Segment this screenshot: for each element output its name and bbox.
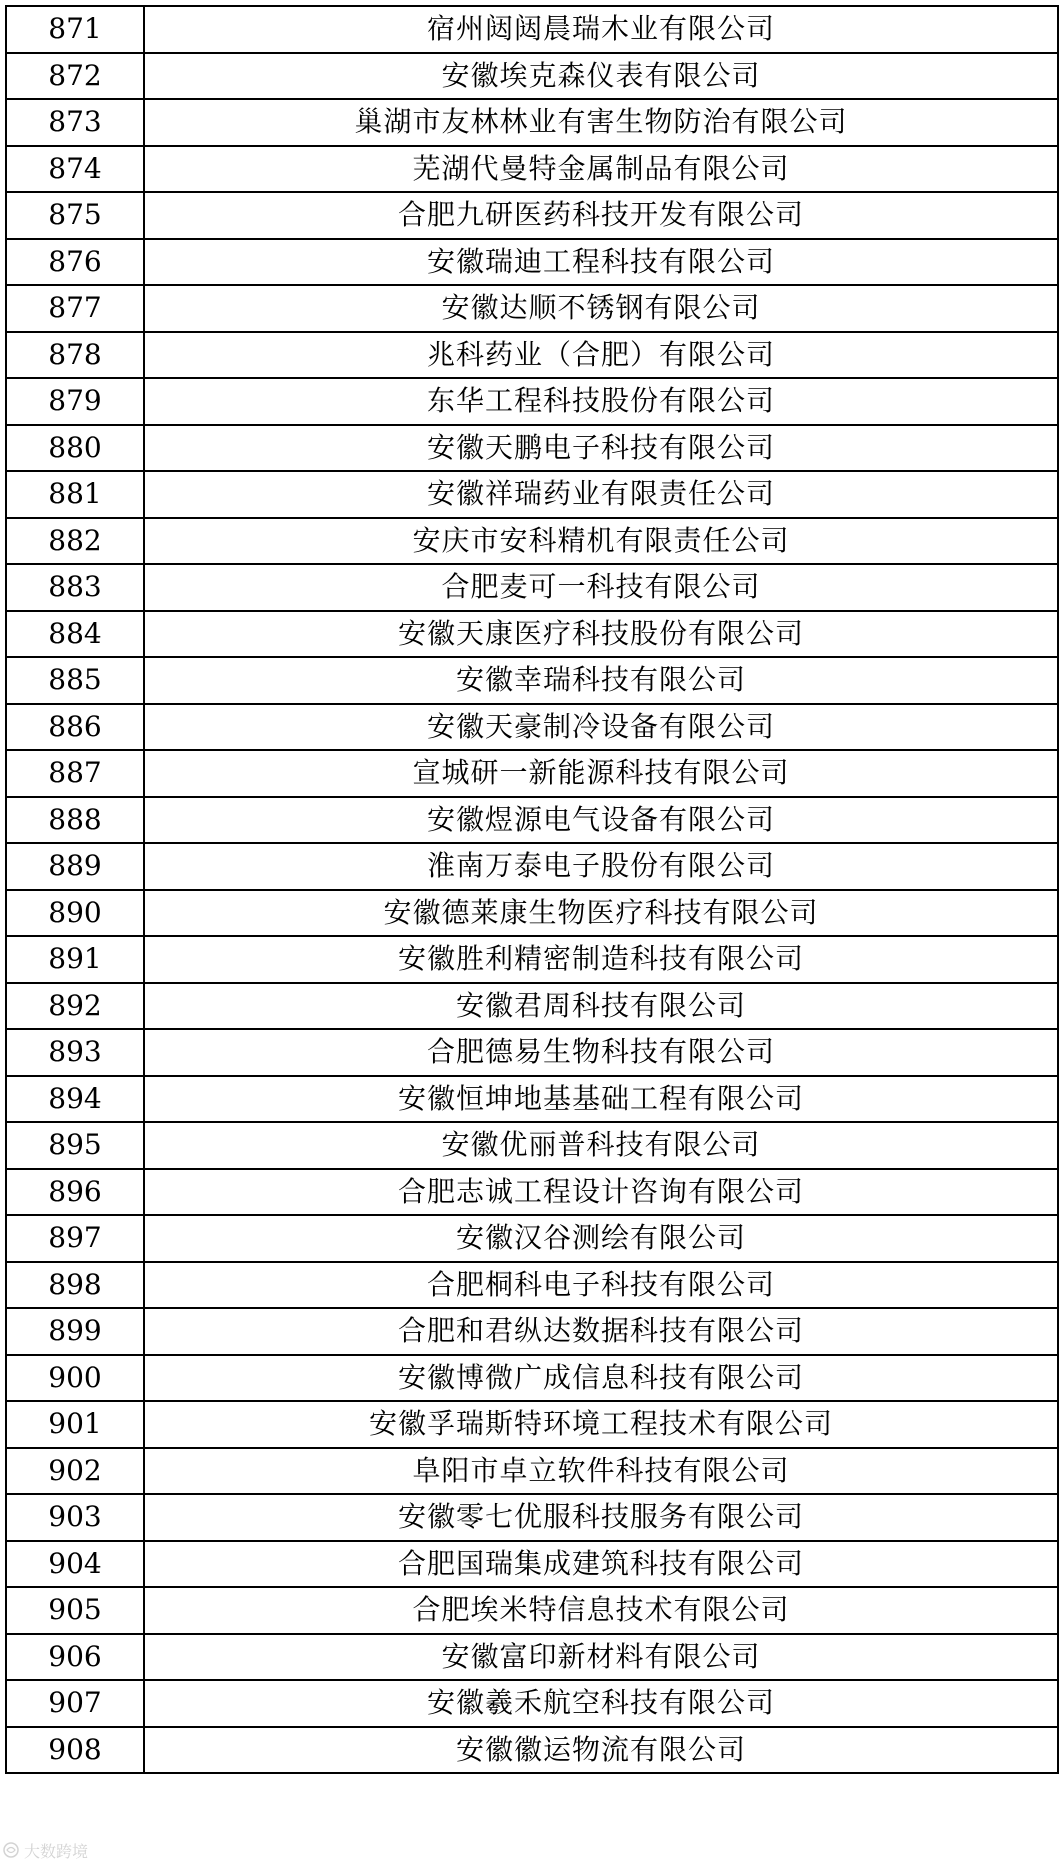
row-number-cell: 874 bbox=[6, 146, 144, 193]
row-number-cell: 889 bbox=[6, 843, 144, 890]
row-number-cell: 884 bbox=[6, 611, 144, 658]
row-number-cell: 873 bbox=[6, 99, 144, 146]
table-row bbox=[6, 332, 1058, 379]
company-name-cell: 东华工程科技股份有限公司 bbox=[144, 378, 1058, 425]
row-number-cell: 875 bbox=[6, 192, 144, 239]
table-row bbox=[6, 890, 1058, 937]
table-row bbox=[6, 99, 1058, 146]
company-name-cell: 安徽零七优服科技服务有限公司 bbox=[144, 1494, 1058, 1541]
row-number-cell: 877 bbox=[6, 285, 144, 332]
table-row bbox=[6, 378, 1058, 425]
company-name-cell: 兆科药业（合肥）有限公司 bbox=[144, 332, 1058, 379]
table-row bbox=[6, 6, 1058, 53]
row-number-cell: 900 bbox=[6, 1355, 144, 1402]
row-number-cell: 885 bbox=[6, 657, 144, 704]
company-name-cell: 阜阳市卓立软件科技有限公司 bbox=[144, 1448, 1058, 1495]
company-name-cell: 安徽祥瑞药业有限责任公司 bbox=[144, 471, 1058, 518]
table-row bbox=[6, 1308, 1058, 1355]
company-name-cell: 安徽汉谷测绘有限公司 bbox=[144, 1215, 1058, 1262]
row-number-cell: 907 bbox=[6, 1680, 144, 1727]
table-row bbox=[6, 611, 1058, 658]
company-name-cell: 安徽羲禾航空科技有限公司 bbox=[144, 1680, 1058, 1727]
row-number-cell: 883 bbox=[6, 564, 144, 611]
company-name-cell: 安徽君周科技有限公司 bbox=[144, 983, 1058, 1030]
table-row bbox=[6, 936, 1058, 983]
row-number-cell: 876 bbox=[6, 239, 144, 286]
watermark-logo-icon bbox=[2, 1841, 20, 1859]
table-row bbox=[6, 192, 1058, 239]
table-row bbox=[6, 1541, 1058, 1588]
watermark-text: 大数跨境 bbox=[24, 1841, 89, 1861]
table-row bbox=[6, 1029, 1058, 1076]
company-name-cell: 合肥志诚工程设计咨询有限公司 bbox=[144, 1169, 1058, 1216]
row-number-cell: 906 bbox=[6, 1634, 144, 1681]
company-name-cell: 安徽胜利精密制造科技有限公司 bbox=[144, 936, 1058, 983]
company-name-cell: 安徽孚瑞斯特环境工程技术有限公司 bbox=[144, 1401, 1058, 1448]
table-row bbox=[6, 1494, 1058, 1541]
row-number-cell: 903 bbox=[6, 1494, 144, 1541]
row-number-cell: 890 bbox=[6, 890, 144, 937]
table-row bbox=[6, 1401, 1058, 1448]
row-number-cell: 908 bbox=[6, 1727, 144, 1774]
company-name-cell: 合肥和君纵达数据科技有限公司 bbox=[144, 1308, 1058, 1355]
watermark bbox=[2, 1838, 88, 1862]
row-number-cell: 899 bbox=[6, 1308, 144, 1355]
table-row bbox=[6, 704, 1058, 751]
table-row bbox=[6, 239, 1058, 286]
row-number-cell: 872 bbox=[6, 53, 144, 100]
company-name-cell: 合肥埃米特信息技术有限公司 bbox=[144, 1587, 1058, 1634]
row-number-cell: 887 bbox=[6, 750, 144, 797]
company-name-cell: 合肥国瑞集成建筑科技有限公司 bbox=[144, 1541, 1058, 1588]
table-row bbox=[6, 843, 1058, 890]
company-name-cell: 安徽天康医疗科技股份有限公司 bbox=[144, 611, 1058, 658]
table-row bbox=[6, 983, 1058, 1030]
table-row bbox=[6, 518, 1058, 565]
row-number-cell: 893 bbox=[6, 1029, 144, 1076]
table-row bbox=[6, 1634, 1058, 1681]
company-name-cell: 安徽富印新材料有限公司 bbox=[144, 1634, 1058, 1681]
company-name-cell: 安徽煜源电气设备有限公司 bbox=[144, 797, 1058, 844]
table-row bbox=[6, 1355, 1058, 1402]
company-name-cell: 安徽德莱康生物医疗科技有限公司 bbox=[144, 890, 1058, 937]
row-number-cell: 895 bbox=[6, 1122, 144, 1169]
table-row bbox=[6, 1727, 1058, 1774]
company-name-cell: 安庆市安科精机有限责任公司 bbox=[144, 518, 1058, 565]
table-row bbox=[6, 797, 1058, 844]
table-row bbox=[6, 1076, 1058, 1123]
row-number-cell: 888 bbox=[6, 797, 144, 844]
company-name-cell: 合肥桐科电子科技有限公司 bbox=[144, 1262, 1058, 1309]
row-number-cell: 878 bbox=[6, 332, 144, 379]
company-name-cell: 安徽达顺不锈钢有限公司 bbox=[144, 285, 1058, 332]
row-number-cell: 880 bbox=[6, 425, 144, 472]
company-name-cell: 合肥麦可一科技有限公司 bbox=[144, 564, 1058, 611]
table-row bbox=[6, 1262, 1058, 1309]
row-number-cell: 879 bbox=[6, 378, 144, 425]
company-name-cell: 安徽埃克森仪表有限公司 bbox=[144, 53, 1058, 100]
table-row bbox=[6, 53, 1058, 100]
company-list-table bbox=[5, 5, 1059, 1774]
company-name-cell: 淮南万泰电子股份有限公司 bbox=[144, 843, 1058, 890]
row-number-cell: 892 bbox=[6, 983, 144, 1030]
row-number-cell: 901 bbox=[6, 1401, 144, 1448]
row-number-cell: 871 bbox=[6, 6, 144, 53]
company-name-cell: 宿州闼闼晨瑞木业有限公司 bbox=[144, 6, 1058, 53]
table-row bbox=[6, 1680, 1058, 1727]
table-row bbox=[6, 657, 1058, 704]
row-number-cell: 896 bbox=[6, 1169, 144, 1216]
table-row bbox=[6, 1215, 1058, 1262]
company-name-cell: 安徽恒坤地基基础工程有限公司 bbox=[144, 1076, 1058, 1123]
company-name-cell: 安徽幸瑞科技有限公司 bbox=[144, 657, 1058, 704]
row-number-cell: 886 bbox=[6, 704, 144, 751]
row-number-cell: 905 bbox=[6, 1587, 144, 1634]
row-number-cell: 891 bbox=[6, 936, 144, 983]
row-number-cell: 898 bbox=[6, 1262, 144, 1309]
table-row bbox=[6, 750, 1058, 797]
company-name-cell: 芜湖代曼特金属制品有限公司 bbox=[144, 146, 1058, 193]
row-number-cell: 882 bbox=[6, 518, 144, 565]
company-name-cell: 合肥德易生物科技有限公司 bbox=[144, 1029, 1058, 1076]
company-name-cell: 安徽天豪制冷设备有限公司 bbox=[144, 704, 1058, 751]
table-row bbox=[6, 564, 1058, 611]
company-name-cell: 安徽优丽普科技有限公司 bbox=[144, 1122, 1058, 1169]
row-number-cell: 881 bbox=[6, 471, 144, 518]
company-name-cell: 宣城研一新能源科技有限公司 bbox=[144, 750, 1058, 797]
table-row bbox=[6, 1122, 1058, 1169]
table-row bbox=[6, 1587, 1058, 1634]
company-name-cell: 巢湖市友林林业有害生物防治有限公司 bbox=[144, 99, 1058, 146]
table-row bbox=[6, 471, 1058, 518]
company-name-cell: 安徽徽运物流有限公司 bbox=[144, 1727, 1058, 1774]
row-number-cell: 904 bbox=[6, 1541, 144, 1588]
company-name-cell: 安徽瑞迪工程科技有限公司 bbox=[144, 239, 1058, 286]
company-name-cell: 合肥九研医药科技开发有限公司 bbox=[144, 192, 1058, 239]
company-list-body bbox=[6, 6, 1058, 1773]
table-row bbox=[6, 425, 1058, 472]
table-row bbox=[6, 1448, 1058, 1495]
row-number-cell: 897 bbox=[6, 1215, 144, 1262]
table-row bbox=[6, 146, 1058, 193]
table-row bbox=[6, 285, 1058, 332]
row-number-cell: 902 bbox=[6, 1448, 144, 1495]
company-name-cell: 安徽天鹏电子科技有限公司 bbox=[144, 425, 1058, 472]
table-row bbox=[6, 1169, 1058, 1216]
company-name-cell: 安徽博微广成信息科技有限公司 bbox=[144, 1355, 1058, 1402]
row-number-cell: 894 bbox=[6, 1076, 144, 1123]
